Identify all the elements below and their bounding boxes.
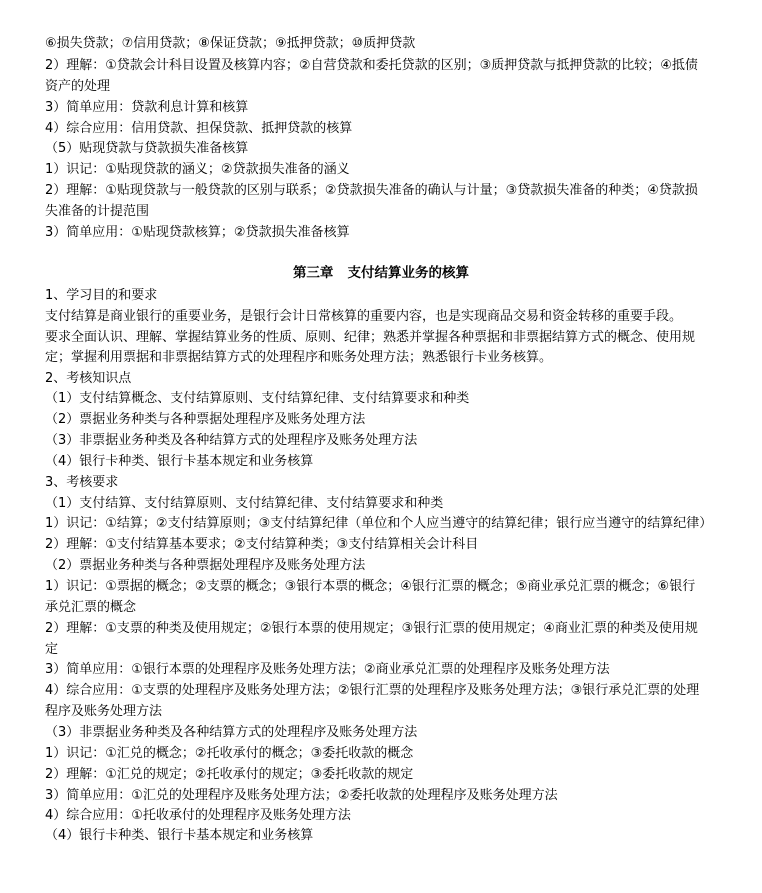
text-line: 2）理解：①贷款会计科目设置及核算内容；②自营贷款和委托贷款的区别；③质押贷款与抵押贷款的比较；④抵债 [45,58,698,73]
text-line: 4）综合应用：信用贷款、担保贷款、抵押贷款的核算 [45,121,353,136]
text-line: 3）简单应用：①贴现贷款核算；②贷款损失准备核算 [45,225,350,240]
text-line: （1）支付结算、支付结算原则、支付结算纪律、支付结算要求和种类 [45,496,444,511]
text-line: 定；掌握利用票据和非票据结算方式的处理程序和账务处理方法；熟悉银行卡业务核算。 [45,350,553,365]
text-line: （3）非票据业务种类及各种结算方式的处理程序及账务处理方法 [45,433,418,448]
text-line: 资产的处理 [45,79,111,94]
text-line: 1）识记：①结算；②支付结算原则；③支付结算纪律（单位和个人应当遵守的结算纪律；银行应当遵守的结算纪律） [45,516,713,531]
text-line: 2）理解：①支票的种类及使用规定；②银行本票的使用规定；③银行汇票的使用规定；④商业汇票的种类及使用规 [45,621,698,636]
text-line: ⑥损失贷款；⑦信用贷款；⑧保证贷款；⑨抵押贷款；⑩质押贷款 [45,36,416,51]
text-line: 要求全面认识、理解、掌握结算业务的性质、原则、纪律；熟悉并掌握各种票据和非票据结算方式的概念、使用规 [45,330,696,345]
text-line: 程序及账务处理方法 [45,704,163,719]
text-line: 失准备的计提范围 [45,204,150,219]
text-line: 4）综合应用：①托收承付的处理程序及账务处理方法 [45,808,351,823]
text-line: 定 [45,642,59,657]
text-line: （4）银行卡种类、银行卡基本规定和业务核算 [45,454,314,469]
section-heading: 2、考核知识点 [45,371,132,386]
text-line: 4）综合应用：①支票的处理程序及账务处理方法；②银行汇票的处理程序及账务处理方法；③银行承兑汇票的处理 [45,683,700,698]
text-line: 3）简单应用：贷款利息计算和核算 [45,100,249,115]
text-line: （1）支付结算概念、支付结算原则、支付结算纪律、支付结算要求和种类 [45,391,470,406]
text-line: （3）非票据业务种类及各种结算方式的处理程序及账务处理方法 [45,725,418,740]
text-line: 承兑汇票的概念 [45,600,137,615]
chapter-title: 第三章 支付结算业务的核算 [292,265,470,281]
text-line: （2）票据业务种类与各种票据处理程序及账务处理方法 [45,558,366,573]
section-heading: 3、考核要求 [45,475,119,490]
text-line: 2）理解：①汇兑的规定；②托收承付的规定；③委托收款的规定 [45,767,414,782]
text-line: （2）票据业务种类与各种票据处理程序及账务处理方法 [45,412,366,427]
text-line: 2）理解：①贴现贷款与一般贷款的区别与联系；②贷款损失准备的确认与计量；③贷款损失准备的种类；④贷款损 [45,183,698,198]
text-line: 1）识记：①汇兑的概念；②托收承付的概念；③委托收款的概念 [45,746,414,761]
section-heading: 1、学习目的和要求 [45,288,158,303]
text-line: 1）识记：①票据的概念；②支票的概念；③银行本票的概念；④银行汇票的概念；⑤商业承兑汇票的概念；⑥银行 [45,579,696,594]
text-line: 3）简单应用：①汇兑的处理程序及账务处理方法；②委托收款的处理程序及账务处理方法 [45,788,558,803]
text-line: 1）识记：①贴现贷款的涵义；②贷款损失准备的涵义 [45,162,350,177]
text-line: 2）理解：①支付结算基本要求；②支付结算种类；③支付结算相关会计科目 [45,537,479,552]
text-line: （5）贴现贷款与贷款损失准备核算 [45,141,249,156]
text-line: 支付结算是商业银行的重要业务，是银行会计日常核算的重要内容，也是实现商品交易和资金转移的重要手段。 [45,309,683,324]
text-line: （4）银行卡种类、银行卡基本规定和业务核算 [45,828,314,843]
text-line: 3）简单应用：①银行本票的处理程序及账务处理方法；②商业承兑汇票的处理程序及账务处理方法 [45,662,610,677]
